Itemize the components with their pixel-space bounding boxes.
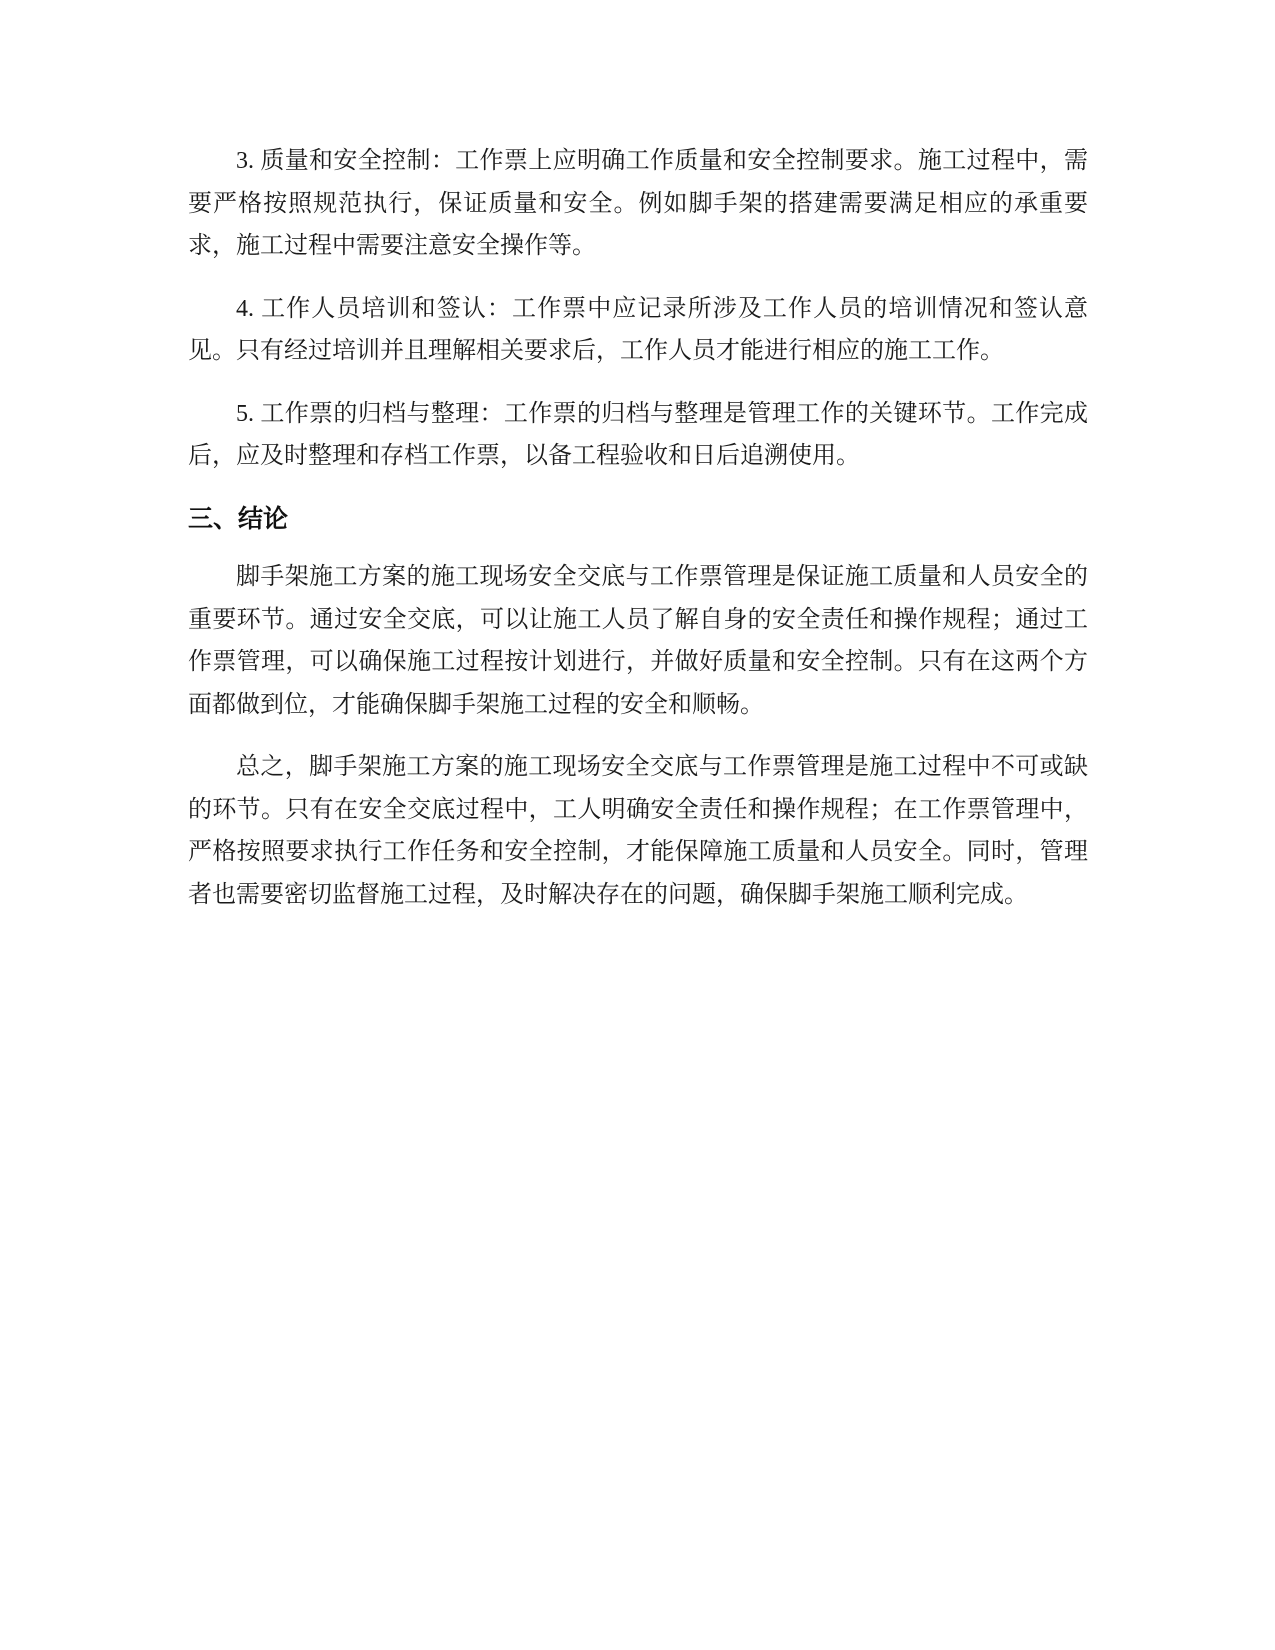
list-item-staff-training-signoff: 4. 工作人员培训和签认：工作票中应记录所涉及工作人员的培训情况和签认意见。只有经过培训并且理解相关要求后，工作人员才能进行相应的施工工作。	[188, 295, 1088, 364]
list-item-quality-safety-control: 3. 质量和安全控制：工作票上应明确工作质量和安全控制要求。施工过程中，需要严格按照规范执行，保证质量和安全。例如脚手架的搭建需要满足相应的承重要求，施工过程中需要注意安全操作等。	[188, 148, 1088, 259]
list-item-ticket-archiving: 5. 工作票的归档与整理：工作票的归档与整理是管理工作的关键环节。工作完成后，应及时整理和存档工作票，以备工程验收和日后追溯使用。	[188, 400, 1088, 469]
document-body	[188, 140, 1088, 936]
conclusion-paragraph: 脚手架施工方案的施工现场安全交底与工作票管理是保证施工质量和人员安全的重要环节。通过安全交底，可以让施工人员了解自身的安全责任和操作规程；通过工作票管理，可以确保施工过程按计划进行，并做好质量和安全控制。只有在这两个方面都做到位，才能确保脚手架施工过程的安全和顺畅。	[188, 564, 1088, 718]
section-heading-conclusion: 三、结论	[188, 503, 289, 533]
summary-paragraph: 总之，脚手架施工方案的施工现场安全交底与工作票管理是施工过程中不可或缺的环节。只有在安全交底过程中，工人明确安全责任和操作规程；在工作票管理中，严格按照要求执行工作任务和安全控制，才能保障施工质量和人员安全。同时，管理者也需要密切监督施工过程，及时解决存在的问题，确保脚手架施工顺利完成。	[188, 754, 1088, 908]
